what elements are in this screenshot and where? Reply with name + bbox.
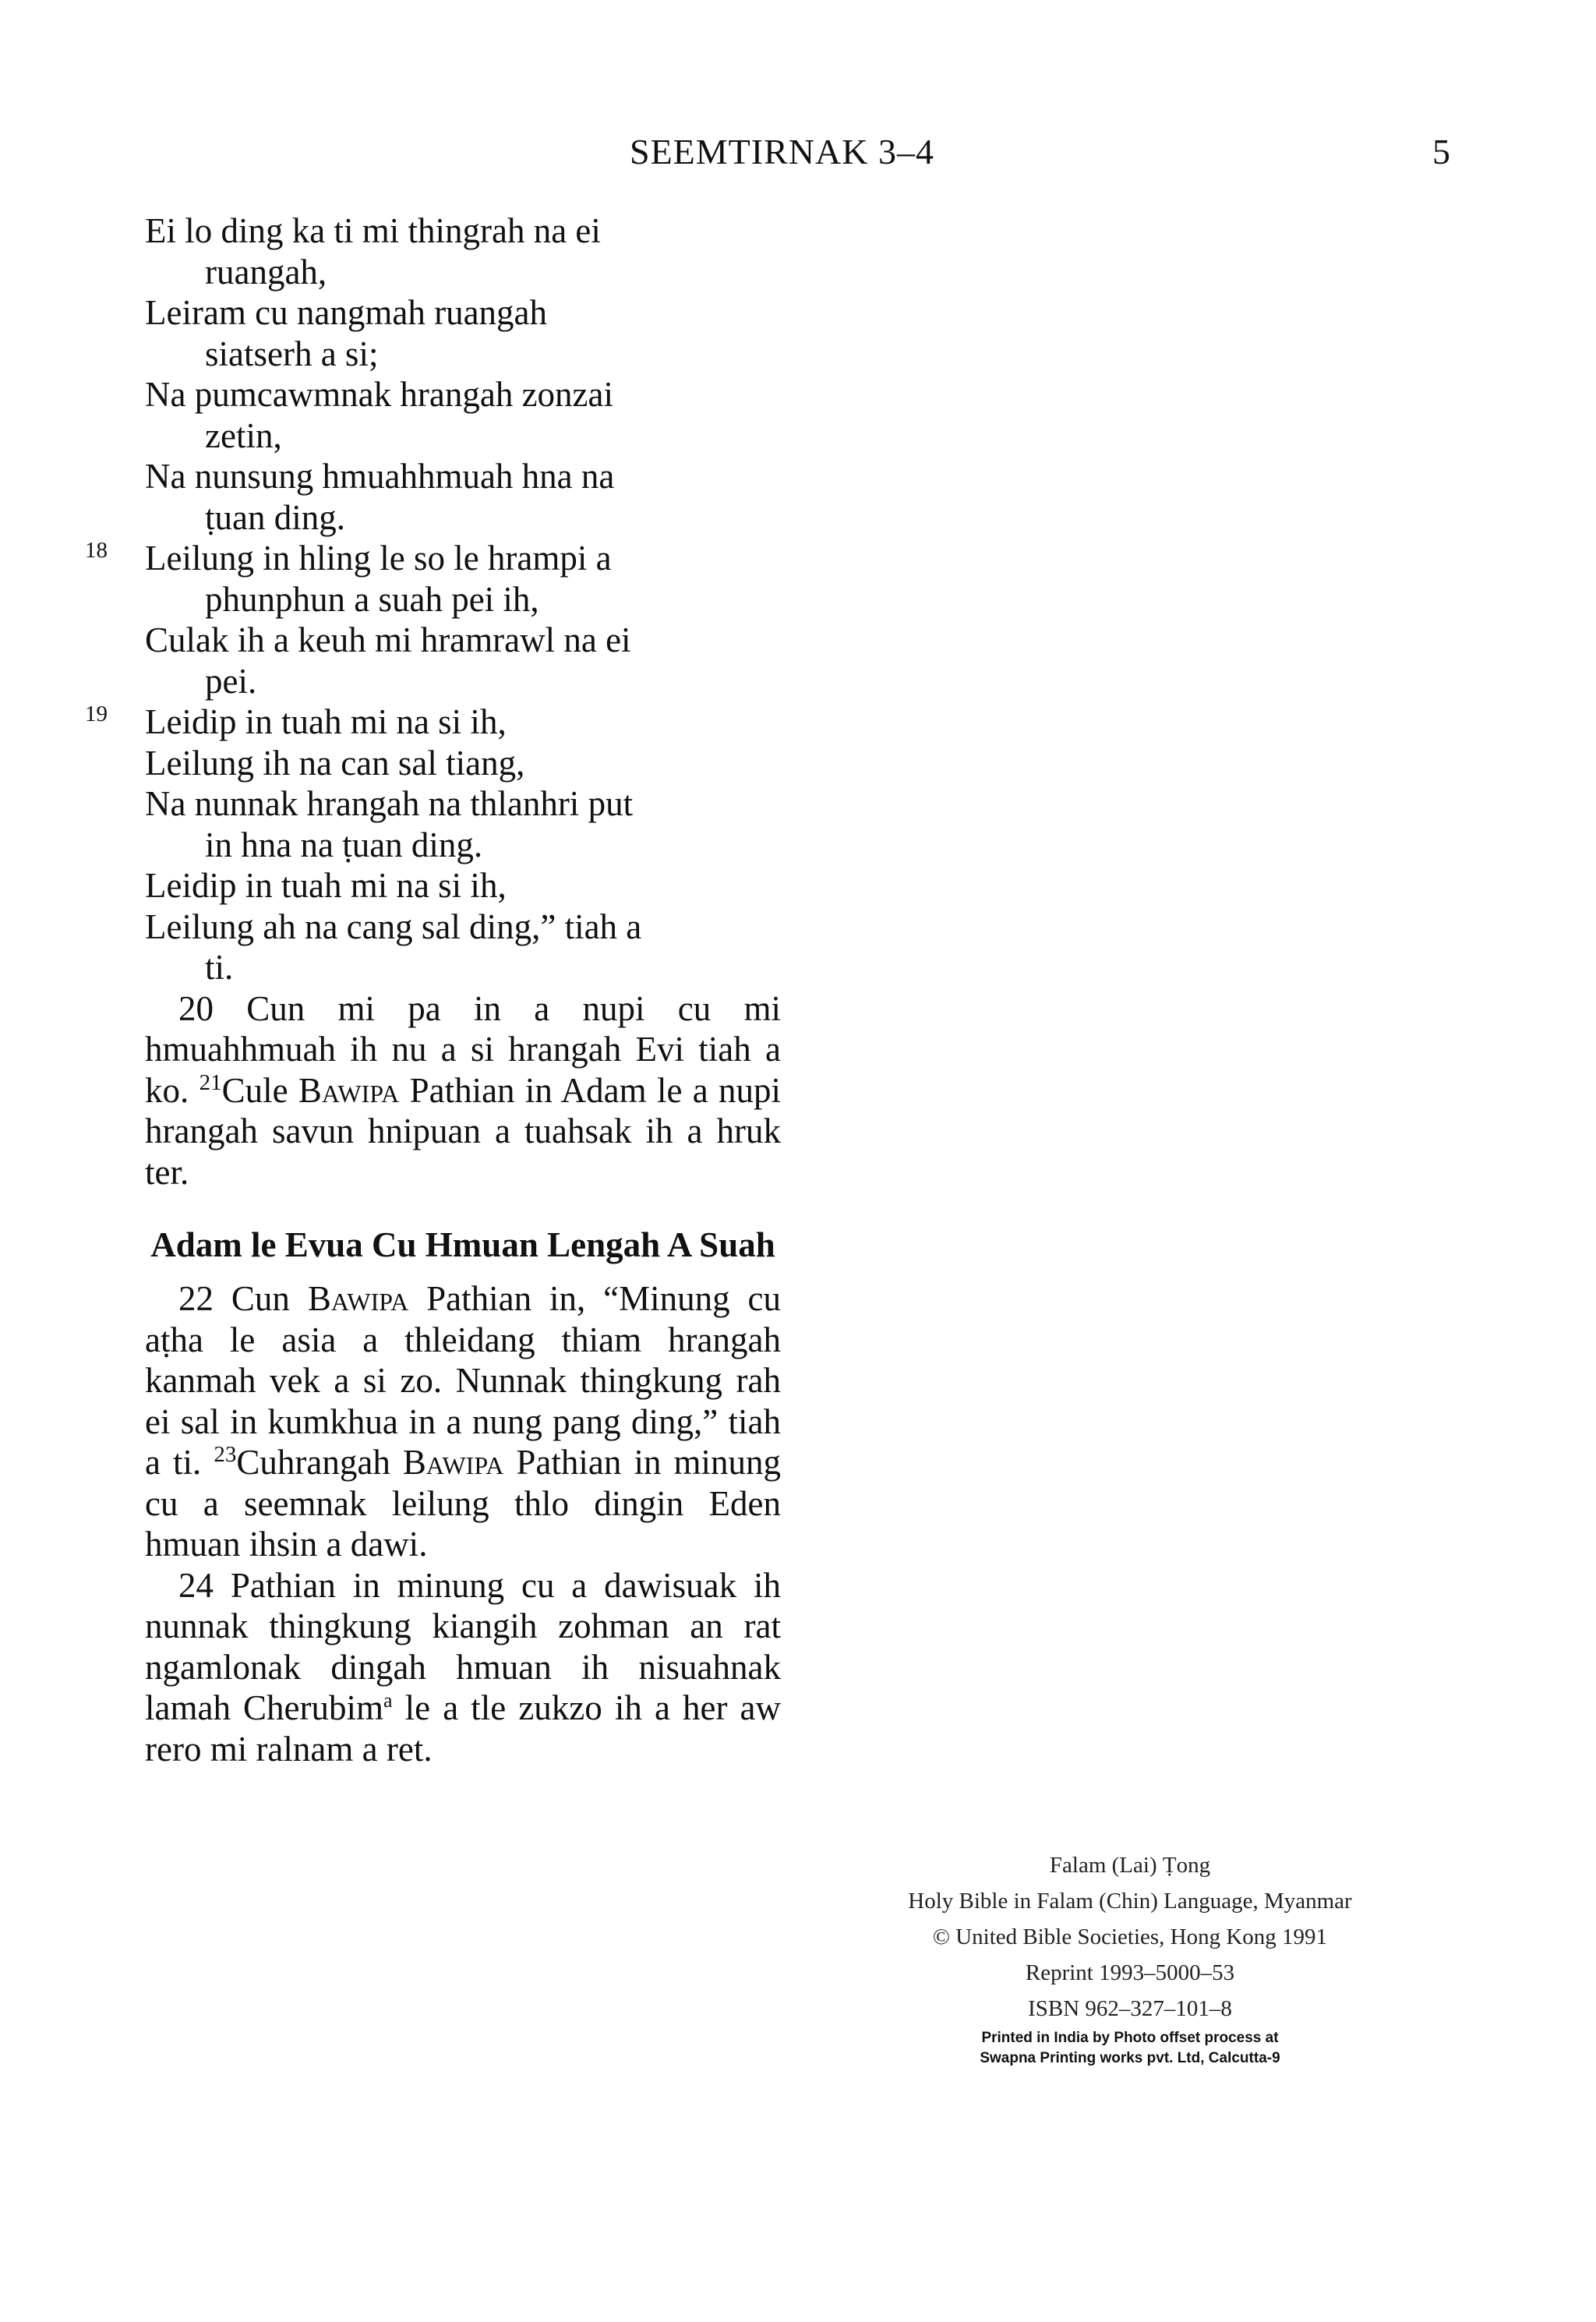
page-number: 5: [1432, 132, 1450, 171]
footnote-mark: a: [383, 1689, 393, 1712]
imprint-line: ISBN 962–327–101–8: [1028, 1996, 1232, 2021]
page-header: [0, 131, 1596, 186]
prose-paragraph-verses-20-21: 20 Cun mi pa in a nupi cu mi hmuahhmuah ih nu a si hrangah Evi tiah a ko. $^{21}$Cule Bawipa Pathian in Adam le a nupi hrangah savun hnipuan a tuahsak ih a hruk ter.: [145, 988, 782, 1192]
printer-line: Swapna Printing works pvt. Ltd, Calcutta-9: [980, 2050, 1280, 2066]
poetry-line: Leidip in tuah mi na si ih,: [145, 866, 507, 905]
poetry-line: Na nunsung hmuahhmuah hna na: [145, 457, 615, 496]
imprint-block: [810, 1847, 1449, 2027]
poetry-line: Culak ih a keuh mi hramrawl na ei: [145, 620, 631, 659]
imprint-line: Reprint 1993–5000–53: [1025, 1960, 1235, 1985]
divine-name: Bawipa: [307, 1279, 409, 1318]
imprint-line: © United Bible Societies, Hong Kong 1991: [932, 1924, 1328, 1949]
verse-number: 23: [214, 1442, 237, 1467]
poetry-line: phunphun a suah pei ih,: [205, 579, 539, 619]
poetry-line: Ei lo ding ka ti mi thingrah na ei: [145, 211, 601, 250]
poetry-line: zetin,: [205, 415, 282, 455]
imprint-line: Holy Bible in Falam (Chin) Language, Myanmar: [908, 1889, 1352, 1914]
divine-name: Bawipa: [402, 1443, 504, 1482]
poetry-block: [85, 210, 781, 988]
poetry-line: ti.: [205, 948, 234, 987]
poetry-line: siatserh a si;: [205, 334, 379, 373]
poetry-line: 19 Leidip in tuah mi na si ih,: [145, 702, 781, 743]
poetry-line: Na pumcawmnak hrangah zonzai: [145, 375, 613, 414]
prose-paragraph-verse-24: 24 Pathian in minung cu a dawisuak ih nunnak thingkung kiangih zohman an rat ngamlonak dingah hmuan ih nisuahnak lamah Cherubim$^a$ le a tle zukzo ih a her aw rero mi ralnam a ret.: [145, 1565, 782, 1769]
poetry-line: 18 Leilung in hling le so le hrampi a: [145, 538, 781, 579]
text-column: [85, 210, 782, 1769]
poetry-line: Leilung ih na can sal tiang,: [145, 743, 525, 783]
poetry-line: in hna na ṭuan ding.: [205, 825, 483, 864]
divine-name: Bawipa: [298, 1070, 400, 1110]
verse-number: 19: [85, 702, 108, 726]
poetry-line: Na nunnak hrangah na thlanhri put: [145, 784, 634, 823]
verse-number: 21: [199, 1069, 222, 1095]
printer-line: Printed in India by Photo offset process at: [981, 2030, 1279, 2046]
printer-credit: [810, 2028, 1449, 2069]
poetry-line: pei.: [205, 661, 257, 701]
verse-number: 18: [85, 538, 108, 563]
poetry-line: Leiram cu nangmah ruangah: [145, 293, 548, 332]
prose-paragraph-verses-22-23: 22 Cun Bawipa Pathian in, “Minung cu aṭha le asia a thleidang thiam hrangah kanmah vek a si zo. Nunnak thingkung rah ei sal in kumkhua in a nung pang ding,” tiah a ti. $^{23}$Cuhrangah Bawipa Pathian in minung cu a seemnak leilung thlo dingin Eden hmuan ihsin a dawi.: [145, 1279, 782, 1564]
running-head: SEEMTIRNAK 3–4: [630, 132, 934, 171]
imprint-line: Falam (Lai) Ṭong: [1049, 1853, 1211, 1878]
section-heading: Adam le Evua Cu Hmuan Lengah A Suah: [150, 1225, 775, 1264]
poetry-line: ṭuan ding.: [205, 497, 345, 537]
poetry-line: ruangah,: [205, 252, 327, 292]
poetry-line: Leilung ah na cang sal ding,” tiah a: [145, 907, 642, 946]
